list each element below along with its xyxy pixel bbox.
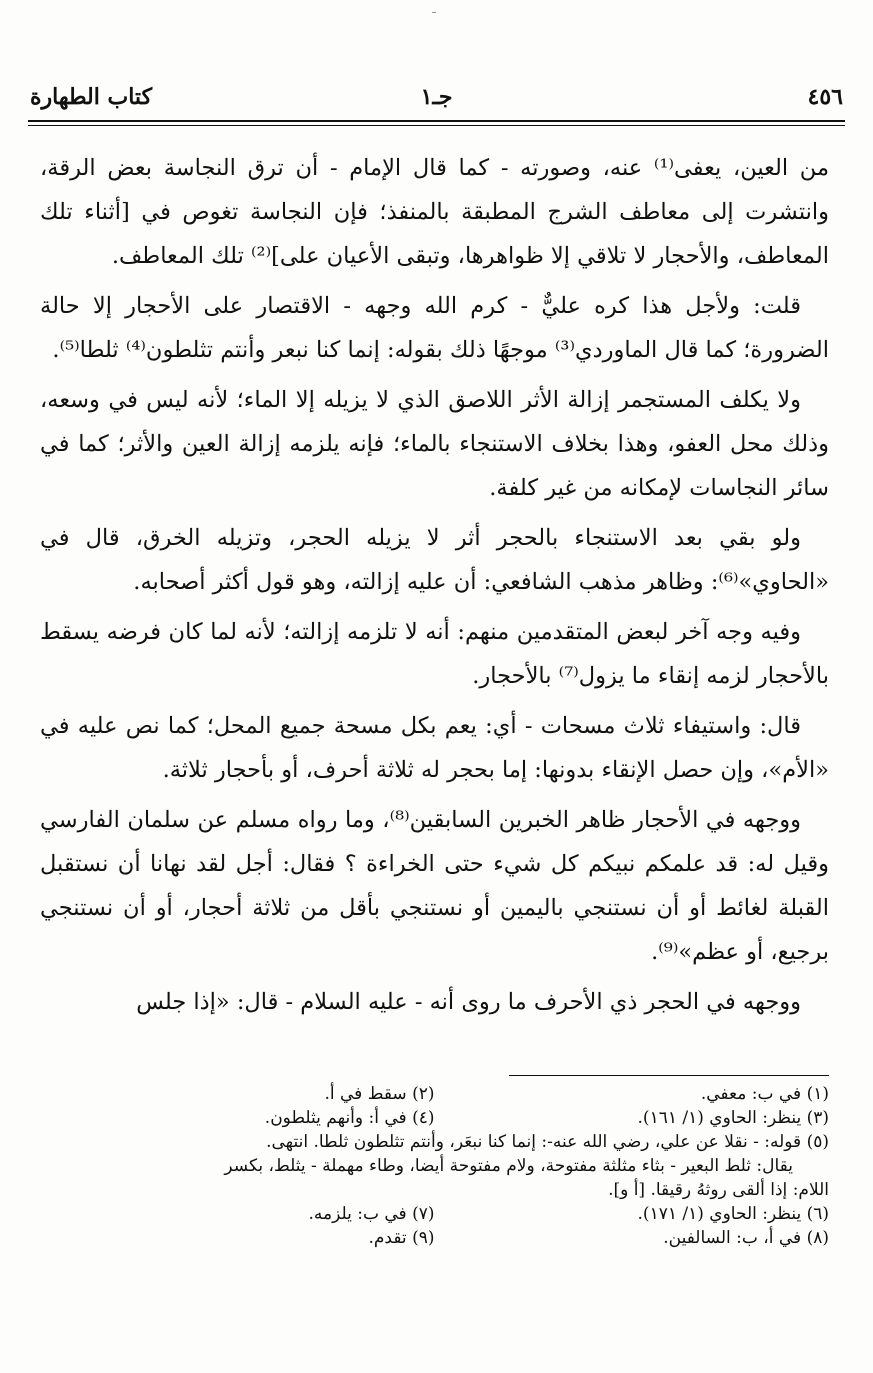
footnote-row (40, 1202, 829, 1226)
footnote-5-continued: اللام: إذا ألقى روثهُ رقيقا. [أ و]. (608, 1180, 829, 1200)
footnote-6: (٦) ينظر: الحاوي (١/ ١٧١). (637, 1204, 829, 1224)
scan-mark (432, 12, 436, 13)
header-rule-thin (28, 125, 845, 126)
footnote-8: (٨) في أ، ب: السالفين. (663, 1228, 829, 1248)
footnote-row (40, 1106, 829, 1130)
page-number: ٤٥٦ (807, 84, 843, 110)
paragraph: ولو بقي بعد الاستنجاء بالحجر أثر لا يزيله الحجر، وتزيله الخرق، قال في «الحاوي»⁽⁶⁾: وظاهر مذهب الشافعي: أن عليه إزالته، وهو قول أكثر أصحابه. (40, 525, 829, 595)
paragraph: قال: واستيفاء ثلاث مسحات - أي: يعم بكل مسحة جميع المحل؛ كما نص عليه في «الأم»، وإن حصل الإنقاء بدونها: إما بحجر له ثلاثة أحرف، أو بأحجار ثلاثة. (40, 713, 829, 783)
paragraph: من العين، يعفى⁽¹⁾ عنه، وصورته - كما قال الإمام - أن ترق النجاسة بعض الرقة، وانتشرت إلى معاطف الشرج المطبقة بالمنفذ؛ فإن النجاسة تغوص في [أثناء تلك المعاطف، والأحجار لا تلاقي إلا ظواهرها، وتبقى الأعيان على]⁽²⁾ تلك المعاطف. (40, 155, 829, 269)
footnote-separator (509, 1075, 829, 1076)
header-rule-thick (28, 120, 845, 122)
footnote-7: (٧) في ب: يلزمه. (308, 1204, 435, 1224)
footnote-row (40, 1082, 829, 1106)
paragraph: ولا يكلف المستجمر إزالة الأثر اللاصق الذي لا يزيله إلا الماء؛ لأنه ليس في وسعه، وذلك محل العفو، وهذا بخلاف الاستنجاء بالماء؛ فإنه يلزمه إزالة العين والأثر؛ كما في سائر النجاسات لإمكانه من غير كلفة. (40, 387, 829, 501)
footnote-3: (٣) ينظر: الحاوي (١/ ١٦١). (637, 1108, 829, 1128)
paragraph: ووجهه في الحجر ذي الأحرف ما روى أنه - عليه السلام - قال: «إذا جلس (136, 989, 801, 1015)
footnote-9: (٩) تقدم. (368, 1228, 435, 1248)
paragraph: قلت: ولأجل هذا كره عليٌّ - كرم الله وجهه - الاقتصار على الأحجار إلا حالة الضرورة؛ كما قال الماوردي⁽³⁾ موجهًا ذلك بقوله: إنما كنا نبعر وأنتم تثلطون⁽⁴⁾ ثلطا⁽⁵⁾. (40, 293, 829, 363)
footnotes (40, 1082, 829, 1250)
footnote-2: (٢) سقط في أ. (324, 1084, 435, 1104)
footnote-4: (٤) في أ: وأنهم يثلطون. (264, 1108, 435, 1128)
book-title: كتاب الطهارة (30, 84, 153, 110)
paragraph: ووجهه في الأحجار ظاهر الخبرين السابقين⁽⁸⁾، وما رواه مسلم عن سلمان الفارسي وقيل له: قد علمكم نبيكم كل شيء حتى الخراءة ؟ فقال: أجل لقد نهانا أن نستقبل القبلة لغائط أو أن نستنجي باليمين أو نستنجي بأقل من ثلاثة أحجار، أو أن نستنجي برجيع، أو عظم»⁽⁹⁾. (40, 807, 829, 965)
paragraph: وفيه وجه آخر لبعض المتقدمين منهم: أنه لا تلزمه إزالته؛ لأنه لما كان فرضه يسقط بالأحجار لزمه إنقاء ما يزول⁽⁷⁾ بالأحجار. (40, 619, 829, 689)
footnote-5-continued: يقال: ثلط البعير - بثاء مثلثة مفتوحة، ولام مفتوحة أيضا، وطاء مهملة - يثلط، بكسر (224, 1156, 793, 1176)
page-header (30, 82, 843, 112)
footnote-row (40, 1226, 829, 1250)
volume-label: جـ١ (420, 84, 453, 110)
main-text (40, 146, 829, 1030)
footnote-1: (١) في ب: معفي. (700, 1084, 829, 1104)
footnote-5: (٥) قوله: - نقلا عن علي، رضي الله عنه-: إنما كنا نبعَر، وأنتم تثلطون ثلطا. انتهى. (266, 1132, 829, 1152)
